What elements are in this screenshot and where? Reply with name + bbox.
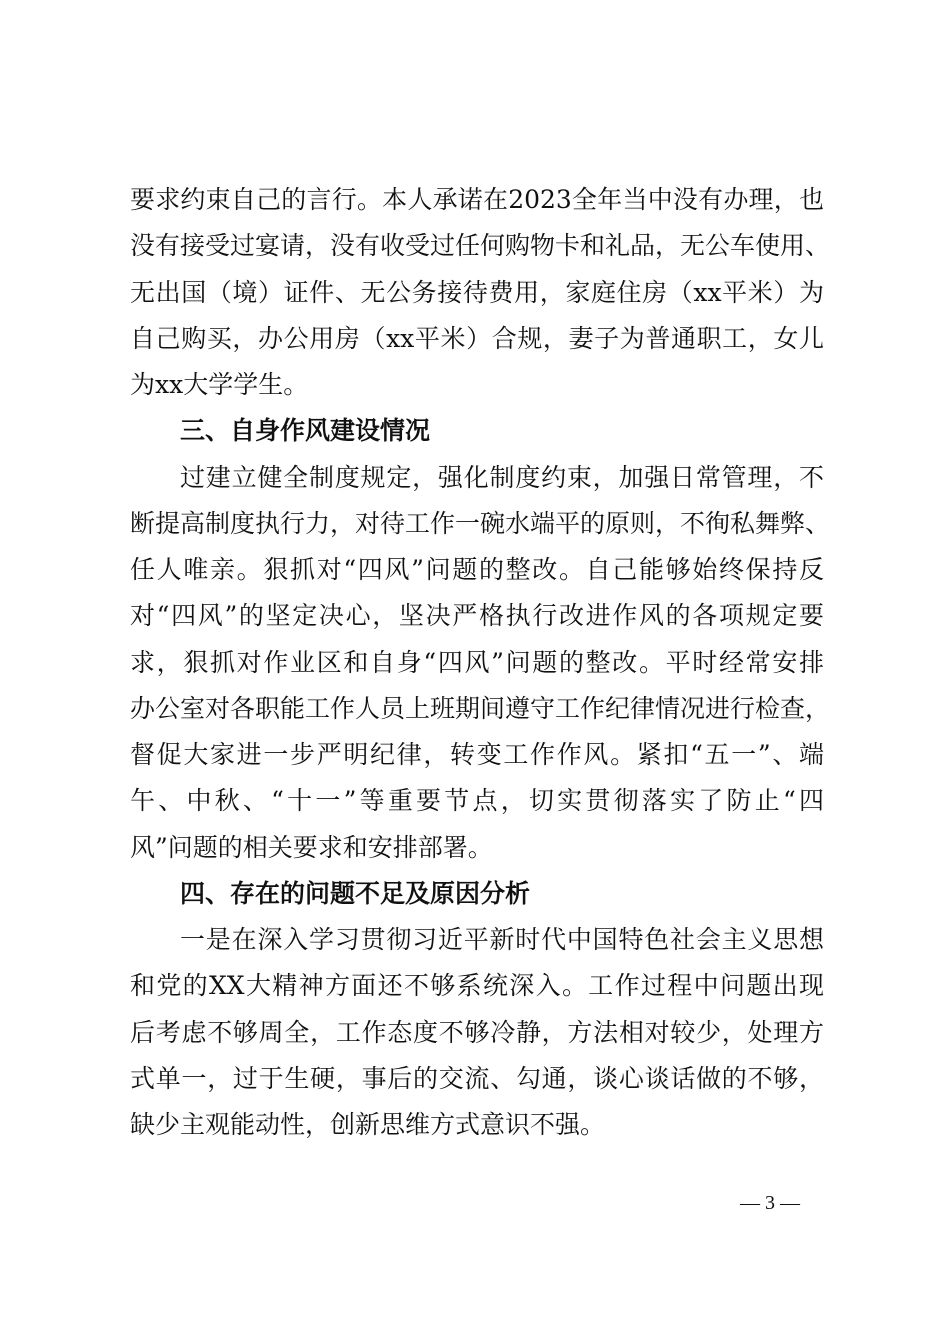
- text-line: 没有接受过宴请，没有收受过任何购物卡和礼品，无公车使用、: [130, 231, 831, 261]
- text-line: 一是在深入学习贯彻习近平新时代中国特色社会主义思想: [180, 925, 824, 954]
- document-page: [130, 177, 831, 1148]
- text-line: 办公室对各职能工作人员上班期间遵守工作纪律情况进行检查，: [130, 693, 831, 723]
- text-line: 督促大家进一步严明纪律，转变工作作风。紧扣“五一”、端: [130, 740, 824, 769]
- text-line: 要求约束自己的言行。本人承诺在2023全年当中没有办理，也: [130, 185, 824, 214]
- text-line: 和党的XX大精神方面还不够系统深入。工作过程中问题出现: [130, 971, 824, 1001]
- text-line: 午、中秋、“十一”等重要节点，切实贯彻落实了防止“四: [130, 786, 824, 816]
- section-heading-3: 三、自身作风建设情况: [180, 416, 431, 446]
- text-line: 断提高制度执行力，对待工作一碗水端平的原则，不徇私舞弊、: [130, 508, 831, 538]
- text-line: 式单一，过于生硬，事后的交流、勾通，谈心谈话做的不够，: [130, 1063, 824, 1093]
- text-line: 缺少主观能动性，创新思维方式意识不强。: [130, 1110, 606, 1139]
- text-line: 为xx大学学生。: [130, 370, 309, 399]
- text-line: 风”问题的相关要求和安排部署。: [130, 832, 493, 862]
- page-number: — 3 —: [740, 1192, 800, 1214]
- text-line: 对“四风”的坚定决心，坚决严格执行改进作风的各项规定要: [130, 601, 824, 631]
- text-line: 求，狠抓对作业区和自身“四风”问题的整改。平时经常安排: [130, 647, 824, 677]
- section-heading-4: 四、存在的问题不足及原因分析: [180, 878, 531, 908]
- text-line: 无出国（境）证件、无公务接待费用，家庭住房（xx平米）为: [130, 277, 824, 307]
- text-line: 后考虑不够周全，工作态度不够冷静，方法相对较少，处理方: [130, 1017, 824, 1047]
- text-line: 过建立健全制度规定，强化制度约束，加强日常管理，不: [180, 462, 824, 492]
- text-line: 任人唯亲。狠抓对“四风”问题的整改。自己能够始终保持反: [130, 555, 824, 584]
- text-line: 自己购买，办公用房（xx平米）合规，妻子为普通职工，女儿: [130, 323, 824, 353]
